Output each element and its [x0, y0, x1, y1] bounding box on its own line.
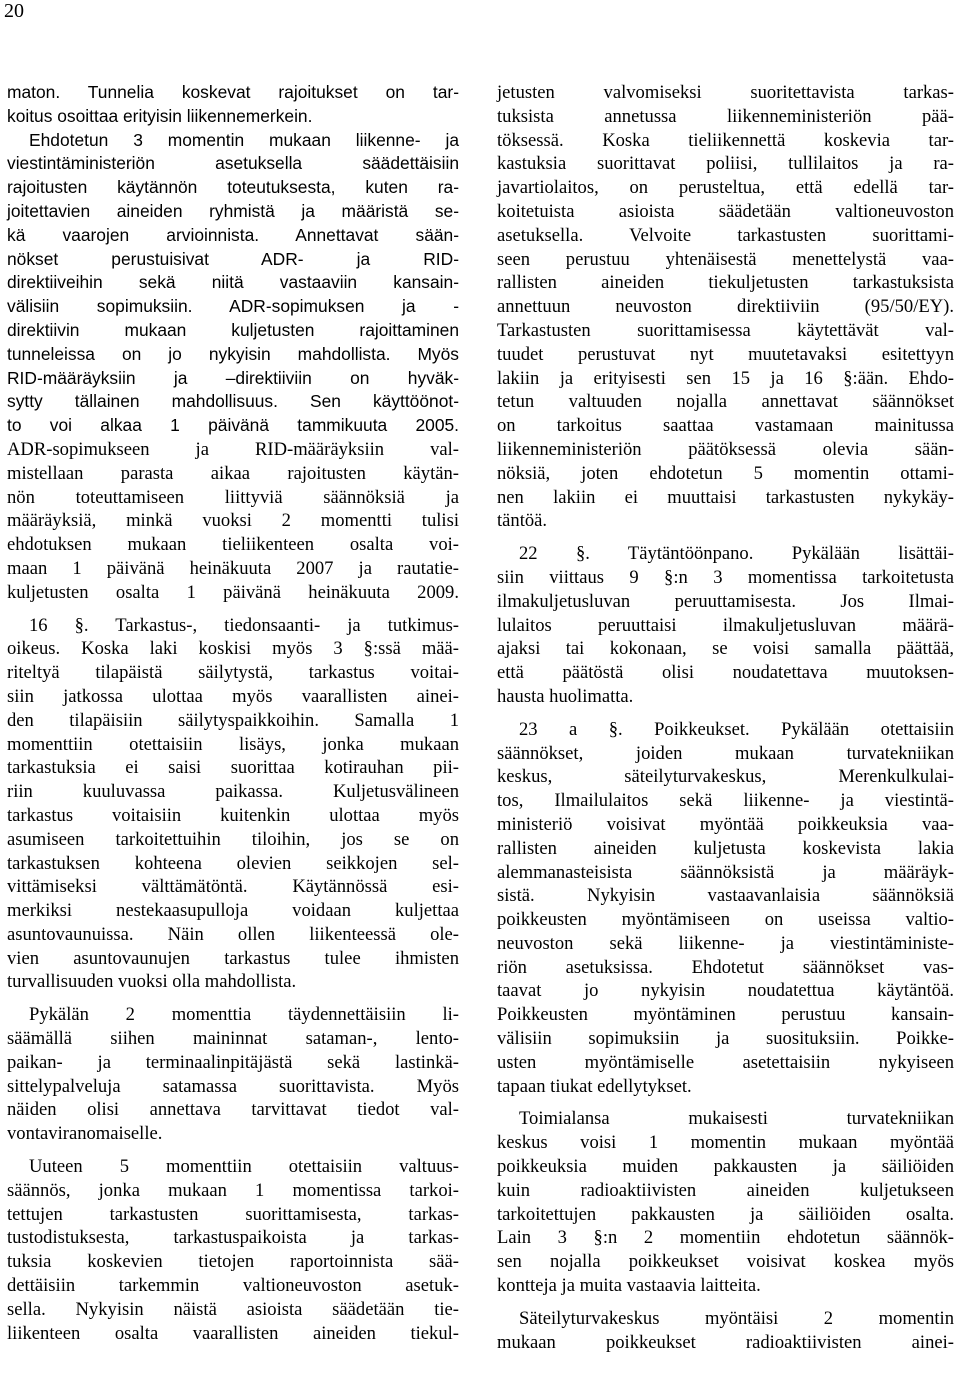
- text-line: hausta huolimatta.: [497, 685, 634, 707]
- right-text-column: [497, 81, 954, 1354]
- text-line: merkiksi nestekaasupulloja voidaan kuljettaa: [7, 900, 459, 922]
- text-line: kuin radioaktiivisten aineiden kuljetukseen: [497, 1179, 954, 1201]
- text-line: nen lakiin ei muuttaisi tarkastusten nykykäy-: [497, 486, 954, 508]
- text-line: ilmakuljetusluvan peruuttamisesta. Jos Ilmai-: [497, 590, 954, 612]
- text-line: poikkeuksia muiden pakkausten ja säiliöiden: [497, 1156, 954, 1178]
- text-line: tetun valtuuden nojalla annettavat säännökset: [497, 391, 954, 413]
- text-line: Poikkeusten myöntäminen perustuu kansain-: [497, 1004, 954, 1026]
- text-line: Tarkastusten suorittamisessa käytettävät val-: [497, 319, 954, 341]
- text-line: 22 §. Täytäntöönpano. Pykälään lisättäi-: [519, 543, 954, 565]
- text-line: säännös, jonka mukaan 1 momentissa tarkoi-: [7, 1179, 459, 1201]
- text-line: liikenneministeriön päätöksessä olevia sään-: [497, 438, 954, 460]
- text-line: rallisten aineiden kuljetusta koskevista lakia: [497, 837, 954, 859]
- text-line: asetuksella. Velvoite tarkastusten suorittami-: [497, 224, 954, 246]
- text-line: tarkastus voitaisiin kuitenkin ulottaa myös: [7, 804, 459, 826]
- text-line: neuvoston sekä liikenne- ja viestintäministe-: [497, 932, 954, 954]
- text-line: oikeus. Koska laki koskisi myös 3 §:ssä mää-: [7, 638, 459, 660]
- text-line: kuljetusten osalta 1 päivänä heinäkuuta 2009.: [7, 581, 459, 603]
- text-line: lulaitos peruuttaisi ilmakuljetusluvan määrä-: [497, 614, 954, 636]
- text-line: täntöä.: [497, 510, 548, 532]
- text-line: tuudet perustuvat nyt muutetavaksi esitettyyn: [497, 343, 954, 365]
- text-line: riteltyä tilapäistä säilytystä, tarkastus voitai-: [7, 662, 459, 684]
- text-line: to voi alkaa 1 päivänä tammikuuta 2005.: [7, 415, 459, 436]
- text-line: keskus, säteilyturvakeskus, Merenkulkulai-: [497, 766, 954, 788]
- text-line: asumiseen tarkoitettuihin tiloihin, jos se on: [7, 828, 459, 850]
- text-line: ministeriö voisivat myöntää poikkeuksia vaa-: [497, 813, 954, 835]
- text-line: vontaviranomaiselle.: [7, 1123, 163, 1145]
- text-line: tapaan tiukat edellytykset.: [497, 1075, 692, 1097]
- text-line: viestintäministeriön asetuksella säädettäisiin: [7, 153, 459, 174]
- text-line: sittelypalveluja satamassa suorittavista. Myös: [7, 1075, 459, 1097]
- text-line: javartiolaitos, on perusteltua, että edellä tar-: [497, 177, 954, 199]
- text-line: Toimialansa mukaisesti turvatekniikan: [519, 1108, 954, 1130]
- text-line: 16 §. Tarkastus-, tiedonsaanti- ja tutkimus-: [29, 614, 459, 636]
- text-line: paikan- ja terminaalinpitäjästä sekä lastinkä-: [7, 1051, 459, 1073]
- text-line: nökset perustuisivat ADR- ja RID-: [7, 248, 459, 269]
- text-line: ADR-sopimukseen ja RID-määräyksiin val-: [7, 438, 459, 460]
- text-line: RID-määräyksiin ja –direktiiviin on hyväk-: [7, 367, 459, 388]
- text-line: välisiin sopimuksiin. ADR-sopimuksen ja -: [7, 296, 459, 317]
- text-line: direktiiveihin sekä niitä vastaaviin kansain-: [7, 272, 459, 293]
- text-line: keskus voisi 1 momentin mukaan myöntää: [497, 1132, 954, 1154]
- text-line: joitettavien aineiden ryhmistä ja määristä se-: [7, 200, 459, 221]
- text-line: nön toteuttamiseen liittyviä säännöksiä ja: [7, 486, 459, 508]
- text-line: Uuteen 5 momenttiin otettaisiin valtuus-: [29, 1156, 459, 1178]
- text-line: sytty tällainen mahdollisuus. Sen käyttöönot-: [7, 391, 459, 412]
- text-line: säämällä siihen maininnat sataman-, lento-: [7, 1028, 459, 1050]
- text-line: ehdotuksen mukaan tieliikenteen osalta voi-: [7, 534, 459, 556]
- text-line: vittämiseksi välttämätöntä. Käytännössä esi-: [7, 876, 459, 898]
- text-line: sella. Nykyisin näistä asioista säädetään tie-: [7, 1298, 459, 1320]
- text-line: riön asetuksissa. Ehdotetut säännökset vas-: [497, 956, 954, 978]
- text-line: seen perustuu yhtenäisestä menettelystä vaa-: [497, 248, 954, 270]
- text-line: den tilapäisiin säilytyspaikkoihin. Samalla 1: [7, 709, 459, 731]
- text-line: ajaksi tai kokonaan, se voisi samalla päättää,: [497, 638, 954, 660]
- text-line: Säteilyturvakeskus myöntäisi 2 momentin: [519, 1307, 954, 1329]
- text-line: että päätöstä olisi noudatettava muutoksen-: [497, 662, 954, 684]
- text-line: sen nojalla poikkeukset voisivat koskea myös: [497, 1251, 954, 1273]
- text-line: tarkastuksia ei saisi suorittaa kotirauhan pii-: [7, 757, 459, 779]
- text-line: tarkoitettujen pakkausten ja säiliöiden osalta.: [497, 1203, 954, 1225]
- text-line: lakiin ja erityisesti sen 15 ja 16 §:ään. Ehdo-: [497, 367, 954, 389]
- text-line: mukaan poikkeukset radioaktiivisten ainei-: [497, 1331, 954, 1353]
- page-number: 20: [4, 0, 24, 22]
- text-line: määräyksiä, minkä vuoksi 2 momentti tulisi: [7, 510, 459, 532]
- text-line: tustodistuksesta, tarkastuspaikoista ja tarkas-: [7, 1227, 459, 1249]
- text-line: rajoitusten käytännön toteutuksesta, kuten ra-: [7, 177, 459, 198]
- text-line: kastuksia suorittavat poliisi, tullilaitos ja ra-: [497, 153, 954, 175]
- text-line: maan 1 päivänä heinäkuuta 2007 ja rautatie-: [7, 557, 459, 579]
- text-line: vien asuntovaunujen tarkastus tulee ihmisten: [7, 947, 459, 969]
- text-line: tos, Ilmailulaitos sekä liikenne- ja viestintä-: [497, 790, 954, 812]
- text-line: mistellaan parasta aikaa rajoitusten käytän-: [7, 462, 459, 484]
- text-line: sistä. Nykyisin vastaavanlaisia säännöksiä: [497, 885, 954, 907]
- text-line: poikkeusten myöntämiseen on useissa valtio-: [497, 909, 954, 931]
- text-line: dettäisiin tarkemmin valtioneuvoston asetuk-: [7, 1275, 459, 1297]
- text-line: näiden olisi annettava tarvittavat tiedot val-: [7, 1099, 459, 1121]
- text-line: on tarkoitus saattaa vastamaan mainitussa: [497, 415, 954, 437]
- text-line: Pykälän 2 momenttia täydennettäisiin li-: [29, 1004, 459, 1026]
- text-line: töksessä. Koska tieliikennettä koskevia tar-: [497, 129, 954, 151]
- text-line: maton. Tunnelia koskevat rajoitukset on tar-: [7, 82, 459, 102]
- left-text-column: [7, 81, 459, 1345]
- text-line: koitus osoittaa erityisin liikennemerkein.: [7, 105, 313, 126]
- text-line: välisiin sopimuksiin ja suosituksiin. Poikke-: [497, 1028, 954, 1050]
- text-line: nöksiä, joten ehdotetun 5 momentin ottami-: [497, 462, 954, 484]
- text-line: tunneleissa on jo nykyisin mahdollista. Myös: [7, 343, 459, 364]
- text-line: asuntovaunuissa. Näin ollen liikenteessä ole-: [7, 923, 459, 945]
- text-line: direktiivin mukaan kuljetusten rajoittaminen: [7, 319, 459, 340]
- text-line: kä vaarojen arvioinnista. Annettavat sään-: [7, 224, 459, 245]
- text-line: momenttiin otettaisiin lisäys, jonka mukaan: [7, 733, 459, 755]
- text-line: tuksia koskevien tietojen raportoinnista sää-: [7, 1251, 459, 1273]
- text-line: tuksista annetussa liikenneministeriön pää-: [497, 105, 954, 127]
- text-line: Lain 3 §:n 2 momentiin ehdotetun säännök-: [497, 1227, 954, 1249]
- text-line: siin viittaus 9 §:n 3 momentissa tarkoitetusta: [497, 566, 954, 588]
- text-line: jetusten valvomiseksi suoritettavista tarkas-: [497, 82, 954, 103]
- text-line: alemmanasteisista säännöksistä ja määräyk-: [497, 861, 954, 883]
- text-line: kontteja ja muita vastaavia laitteita.: [497, 1275, 761, 1297]
- text-line: siin jatkossa ulottaa myös vaarallisten ainei-: [7, 685, 459, 707]
- text-line: turvallisuuden vuoksi olla mahdollista.: [7, 971, 297, 993]
- text-line: Ehdotetun 3 momentin mukaan liikenne- ja: [29, 129, 459, 150]
- text-line: riin kuuluvassa paikassa. Kuljetusvälineen: [7, 781, 459, 803]
- text-line: säännökset, joiden mukaan turvatekniikan: [497, 742, 954, 764]
- text-line: rallisten aineiden tiekuljetusten tarkastuksista: [497, 272, 954, 294]
- text-line: tettujen tarkastusten suorittamisesta, tarkas-: [7, 1203, 459, 1225]
- text-line: usten myöntämiselle asetettaisiin nykyiseen: [497, 1051, 954, 1073]
- text-line: taavat jo nykyisin noudatettua käytäntöä.: [497, 980, 954, 1002]
- text-line: liikenteen osalta vaarallisten aineiden tiekul-: [7, 1322, 459, 1344]
- text-line: tarkastuksen kohteena olevien seikkojen sel-: [7, 852, 459, 874]
- text-line: annettuun neuvoston direktiiviin (95/50/EY).: [497, 296, 954, 318]
- text-line: 23 a §. Poikkeukset. Pykälään otettaisiin: [519, 718, 954, 740]
- text-line: koitetuista asioista säädetään valtioneuvoston: [497, 200, 954, 222]
